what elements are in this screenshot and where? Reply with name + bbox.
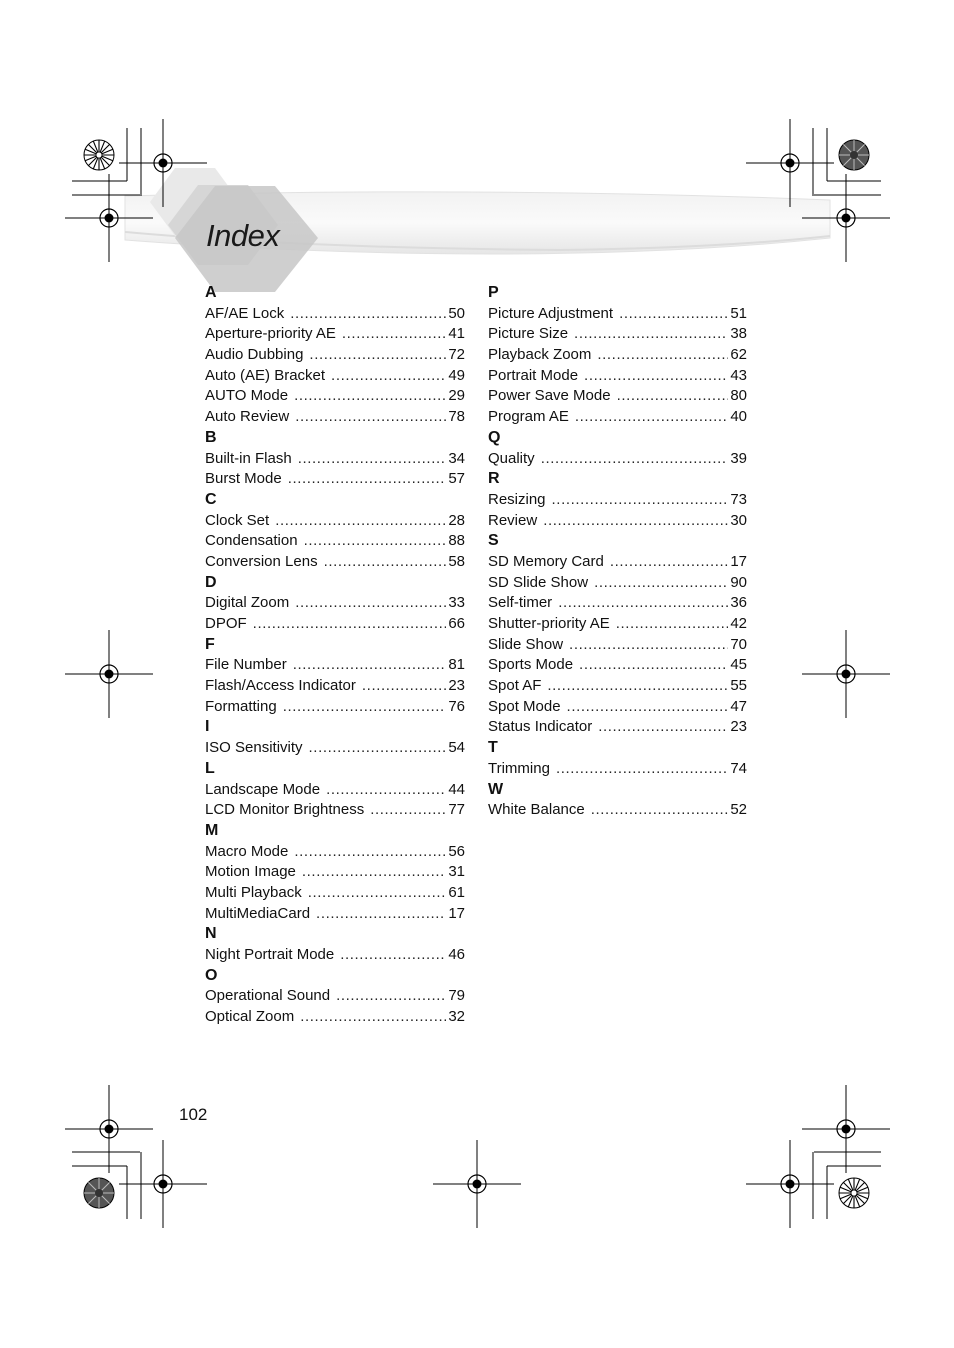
index-entry bbox=[205, 1007, 465, 1028]
index-letter-heading: T bbox=[488, 739, 498, 757]
index-entry bbox=[488, 717, 747, 738]
dot-leader bbox=[283, 697, 447, 718]
index-entry-label: Sports Mode bbox=[488, 656, 574, 674]
index-entry bbox=[205, 697, 465, 718]
index-entry-label: Aperture-priority AE bbox=[205, 325, 336, 343]
index-entry-page: 55 bbox=[730, 677, 747, 695]
dot-leader bbox=[295, 407, 446, 428]
index-entry-page: 33 bbox=[448, 594, 465, 612]
dot-leader bbox=[579, 655, 728, 676]
index-entry-label: Formatting bbox=[205, 697, 277, 715]
index-entry-label: Clock Set bbox=[205, 511, 270, 529]
dot-leader bbox=[294, 386, 446, 407]
index-entry bbox=[205, 842, 465, 863]
index-entry-label: Review bbox=[488, 511, 538, 529]
index-entry bbox=[488, 676, 747, 697]
index-entry-page: 58 bbox=[448, 552, 465, 570]
index-entry-label: Operational Sound bbox=[205, 987, 331, 1005]
page-number: 102 bbox=[179, 1105, 208, 1124]
index-entry-label: Resizing bbox=[488, 490, 546, 508]
dot-leader bbox=[569, 635, 728, 656]
dot-leader bbox=[309, 738, 447, 759]
dot-leader bbox=[541, 449, 729, 470]
index-entry-label: Built-in Flash bbox=[205, 449, 292, 467]
index-entry-label: Auto (AE) Bracket bbox=[205, 366, 326, 384]
index-entry-label: White Balance bbox=[488, 801, 585, 819]
index-entry-label: Burst Mode bbox=[205, 470, 282, 488]
index-entry bbox=[488, 635, 747, 656]
index-entry-page: 51 bbox=[730, 304, 747, 322]
index-letter-heading: B bbox=[205, 428, 217, 446]
index-letter-heading: M bbox=[205, 821, 219, 839]
index-entry-label: Macro Mode bbox=[205, 842, 289, 860]
index-entry-label: ISO Sensitivity bbox=[205, 739, 303, 757]
index-entry bbox=[488, 407, 747, 428]
index-letter-heading: P bbox=[488, 284, 499, 301]
index-entry bbox=[205, 552, 465, 573]
dot-leader bbox=[336, 986, 446, 1007]
index-entry-page: 43 bbox=[730, 366, 747, 384]
index-entry bbox=[205, 986, 465, 1007]
index-entry bbox=[205, 676, 465, 697]
index-entry-label: MultiMediaCard bbox=[205, 904, 311, 922]
dot-leader bbox=[619, 304, 728, 325]
index-entry bbox=[488, 573, 747, 594]
index-entry-page: 80 bbox=[730, 387, 747, 405]
index-entry-label: Quality bbox=[488, 449, 535, 467]
index-entry-label: Playback Zoom bbox=[488, 346, 592, 364]
index-entry-page: 23 bbox=[730, 718, 747, 736]
dot-leader bbox=[617, 386, 729, 407]
index-entry bbox=[205, 304, 465, 325]
dot-leader bbox=[610, 552, 728, 573]
index-entry bbox=[205, 883, 465, 904]
index-entry bbox=[488, 614, 747, 635]
index-entry bbox=[205, 945, 465, 966]
index-letter-heading: O bbox=[205, 966, 218, 984]
dot-leader bbox=[298, 449, 447, 470]
dot-leader bbox=[295, 593, 446, 614]
index-entry-label: Conversion Lens bbox=[205, 552, 318, 570]
index-entry bbox=[488, 324, 747, 345]
dot-leader bbox=[556, 759, 728, 780]
index-entry-page: 29 bbox=[448, 387, 465, 405]
index-entry-page: 44 bbox=[448, 780, 465, 798]
index-entry-label: Condensation bbox=[205, 532, 298, 550]
index-letter-heading: I bbox=[205, 718, 210, 736]
index-entry-page: 17 bbox=[448, 904, 465, 922]
index-entry-page: 41 bbox=[448, 325, 465, 343]
dot-leader bbox=[304, 531, 447, 552]
index-entry-page: 39 bbox=[730, 449, 747, 467]
dot-leader bbox=[308, 883, 447, 904]
index-entry bbox=[488, 759, 747, 780]
index-entry-label: AF/AE Lock bbox=[205, 304, 285, 322]
index-entry bbox=[488, 800, 747, 821]
index-entry-page: 73 bbox=[730, 490, 747, 508]
index-entry-label: DPOF bbox=[205, 615, 247, 632]
index-entry bbox=[205, 345, 465, 366]
index-entry-page: 52 bbox=[730, 801, 747, 819]
index-entry-page: 38 bbox=[730, 325, 747, 343]
dot-leader bbox=[293, 655, 447, 676]
index-entry-page: 36 bbox=[730, 594, 747, 612]
index-entry bbox=[205, 324, 465, 345]
index-letter-heading: D bbox=[205, 573, 217, 591]
index-entry-page: 62 bbox=[730, 346, 747, 364]
index-entry-page: 54 bbox=[448, 739, 465, 757]
index-entry-page: 49 bbox=[448, 366, 465, 384]
index-entry-page: 28 bbox=[448, 511, 465, 529]
index-entry-page: 61 bbox=[448, 883, 465, 901]
index-letter-heading: S bbox=[488, 532, 499, 550]
dot-leader bbox=[567, 697, 729, 718]
index-entry-page: 72 bbox=[448, 346, 465, 364]
index-entry-page: 88 bbox=[448, 532, 465, 550]
index-entry bbox=[205, 366, 465, 387]
index-entry bbox=[205, 407, 465, 428]
index-entry-label: File Number bbox=[205, 656, 287, 674]
dot-leader bbox=[547, 676, 728, 697]
index-entry bbox=[488, 697, 747, 718]
index-entry-label: Optical Zoom bbox=[205, 1008, 295, 1026]
index-entry-label: Spot AF bbox=[488, 677, 542, 695]
index-letter-heading: A bbox=[205, 284, 217, 301]
dot-leader bbox=[288, 469, 447, 490]
index-entry-label: Multi Playback bbox=[205, 883, 302, 901]
index-entry-label: Status Indicator bbox=[488, 718, 593, 736]
dot-leader bbox=[324, 552, 447, 573]
index-entry-label: Digital Zoom bbox=[205, 594, 290, 612]
index-entry bbox=[488, 449, 747, 470]
index-entry bbox=[205, 738, 465, 759]
index-entry bbox=[488, 386, 747, 407]
dot-leader bbox=[575, 407, 728, 428]
index-entry-page: 40 bbox=[730, 408, 747, 426]
index-entry bbox=[205, 511, 465, 532]
index-entry-label: Audio Dubbing bbox=[205, 346, 304, 364]
index-letter-heading: W bbox=[488, 780, 504, 798]
dot-leader bbox=[302, 862, 446, 883]
index-entry bbox=[488, 490, 747, 511]
index-entry-page: 57 bbox=[448, 470, 465, 488]
index-entry bbox=[488, 511, 747, 532]
index-entry bbox=[205, 800, 465, 821]
index-letter-heading: R bbox=[488, 470, 500, 488]
dot-leader bbox=[543, 511, 728, 532]
index-entry-page: 30 bbox=[730, 511, 747, 529]
index-column-left bbox=[205, 283, 465, 1028]
index-entry-label: Flash/Access Indicator bbox=[205, 677, 356, 695]
index-entry-page: 76 bbox=[448, 697, 465, 715]
index-entry bbox=[205, 780, 465, 801]
index-entry-label: Picture Size bbox=[488, 325, 569, 343]
dot-leader bbox=[253, 614, 447, 635]
index-entry-page: 70 bbox=[730, 635, 747, 653]
dot-leader bbox=[552, 490, 729, 511]
index-entry bbox=[488, 304, 747, 325]
index-entry bbox=[205, 386, 465, 407]
index-entry bbox=[205, 469, 465, 490]
dot-leader bbox=[362, 676, 446, 697]
index-entry bbox=[488, 655, 747, 676]
index-entry-label: Spot Mode bbox=[488, 697, 561, 715]
dot-leader bbox=[326, 780, 446, 801]
index-entry bbox=[205, 614, 465, 635]
index-entry-page: 47 bbox=[730, 697, 747, 715]
index-entry bbox=[488, 552, 747, 573]
dot-leader bbox=[558, 593, 728, 614]
index-entry-label: Motion Image bbox=[205, 863, 296, 881]
dot-leader bbox=[574, 324, 728, 345]
index-entry-label: Program AE bbox=[488, 408, 569, 426]
index-entry bbox=[205, 655, 465, 676]
dot-leader bbox=[300, 1007, 446, 1028]
dot-leader bbox=[370, 800, 446, 821]
dot-leader bbox=[340, 945, 446, 966]
index-entry-page: 77 bbox=[448, 801, 465, 819]
index-entry-page: 34 bbox=[448, 449, 465, 467]
index-entry bbox=[205, 531, 465, 552]
index-letter-heading: L bbox=[205, 759, 215, 777]
index-letter-heading: F bbox=[205, 635, 215, 653]
index-entry-label: Self-timer bbox=[488, 594, 553, 612]
dot-leader bbox=[616, 614, 729, 635]
index-entry-page: 66 bbox=[448, 615, 465, 632]
index-entry-label: Picture Adjustment bbox=[488, 304, 614, 322]
dot-leader bbox=[290, 304, 446, 325]
dot-leader bbox=[316, 904, 446, 925]
index-entry-page: 50 bbox=[448, 304, 465, 322]
index-column-right bbox=[488, 283, 747, 821]
index-entry-label: Power Save Mode bbox=[488, 387, 611, 405]
index-entry-label: SD Slide Show bbox=[488, 573, 589, 591]
page-title: Index bbox=[206, 218, 280, 253]
index-entry-label: SD Memory Card bbox=[488, 552, 604, 570]
dot-leader bbox=[594, 573, 728, 594]
index-entry-label: Shutter-priority AE bbox=[488, 615, 610, 632]
index-entry-page: 45 bbox=[730, 656, 747, 674]
index-entry-page: 90 bbox=[730, 573, 747, 591]
dot-leader bbox=[309, 345, 446, 366]
index-entry-page: 56 bbox=[448, 842, 465, 860]
index-entry-page: 81 bbox=[448, 656, 465, 674]
index-entry-page: 79 bbox=[448, 987, 465, 1005]
index-entry-label: LCD Monitor Brightness bbox=[205, 801, 365, 819]
index-entry bbox=[205, 449, 465, 470]
index-entry-label: Trimming bbox=[488, 759, 550, 777]
index-entry-label: Night Portrait Mode bbox=[205, 946, 335, 963]
index-entry bbox=[205, 904, 465, 925]
index-entry-page: 32 bbox=[448, 1008, 465, 1026]
index-entry-label: Landscape Mode bbox=[205, 780, 321, 798]
index-letter-heading: Q bbox=[488, 428, 501, 446]
dot-leader bbox=[584, 366, 728, 387]
index-entry-page: 46 bbox=[448, 946, 465, 963]
index-entry bbox=[205, 862, 465, 883]
dot-leader bbox=[342, 324, 446, 345]
index-entry-page: 17 bbox=[730, 552, 747, 570]
index-entry-page: 23 bbox=[448, 677, 465, 695]
index-entry-label: AUTO Mode bbox=[205, 387, 289, 405]
index-entry-page: 78 bbox=[448, 408, 465, 426]
dot-leader bbox=[597, 345, 728, 366]
dot-leader bbox=[331, 366, 446, 387]
index-entry-label: Slide Show bbox=[488, 635, 564, 653]
index-letter-heading: N bbox=[205, 925, 217, 943]
index-entry bbox=[488, 593, 747, 614]
index-entry bbox=[488, 366, 747, 387]
dot-leader bbox=[591, 800, 729, 821]
index-entry bbox=[205, 593, 465, 614]
dot-leader bbox=[598, 717, 728, 738]
dot-leader bbox=[294, 842, 446, 863]
index-entry-page: 74 bbox=[730, 759, 747, 777]
index-letter-heading: C bbox=[205, 490, 217, 508]
dot-leader bbox=[275, 511, 446, 532]
index-entry-label: Auto Review bbox=[205, 408, 290, 426]
index-entry-page: 31 bbox=[448, 863, 465, 881]
index-entry-page: 42 bbox=[730, 615, 747, 632]
index-entry-label: Portrait Mode bbox=[488, 366, 579, 384]
index-entry bbox=[488, 345, 747, 366]
